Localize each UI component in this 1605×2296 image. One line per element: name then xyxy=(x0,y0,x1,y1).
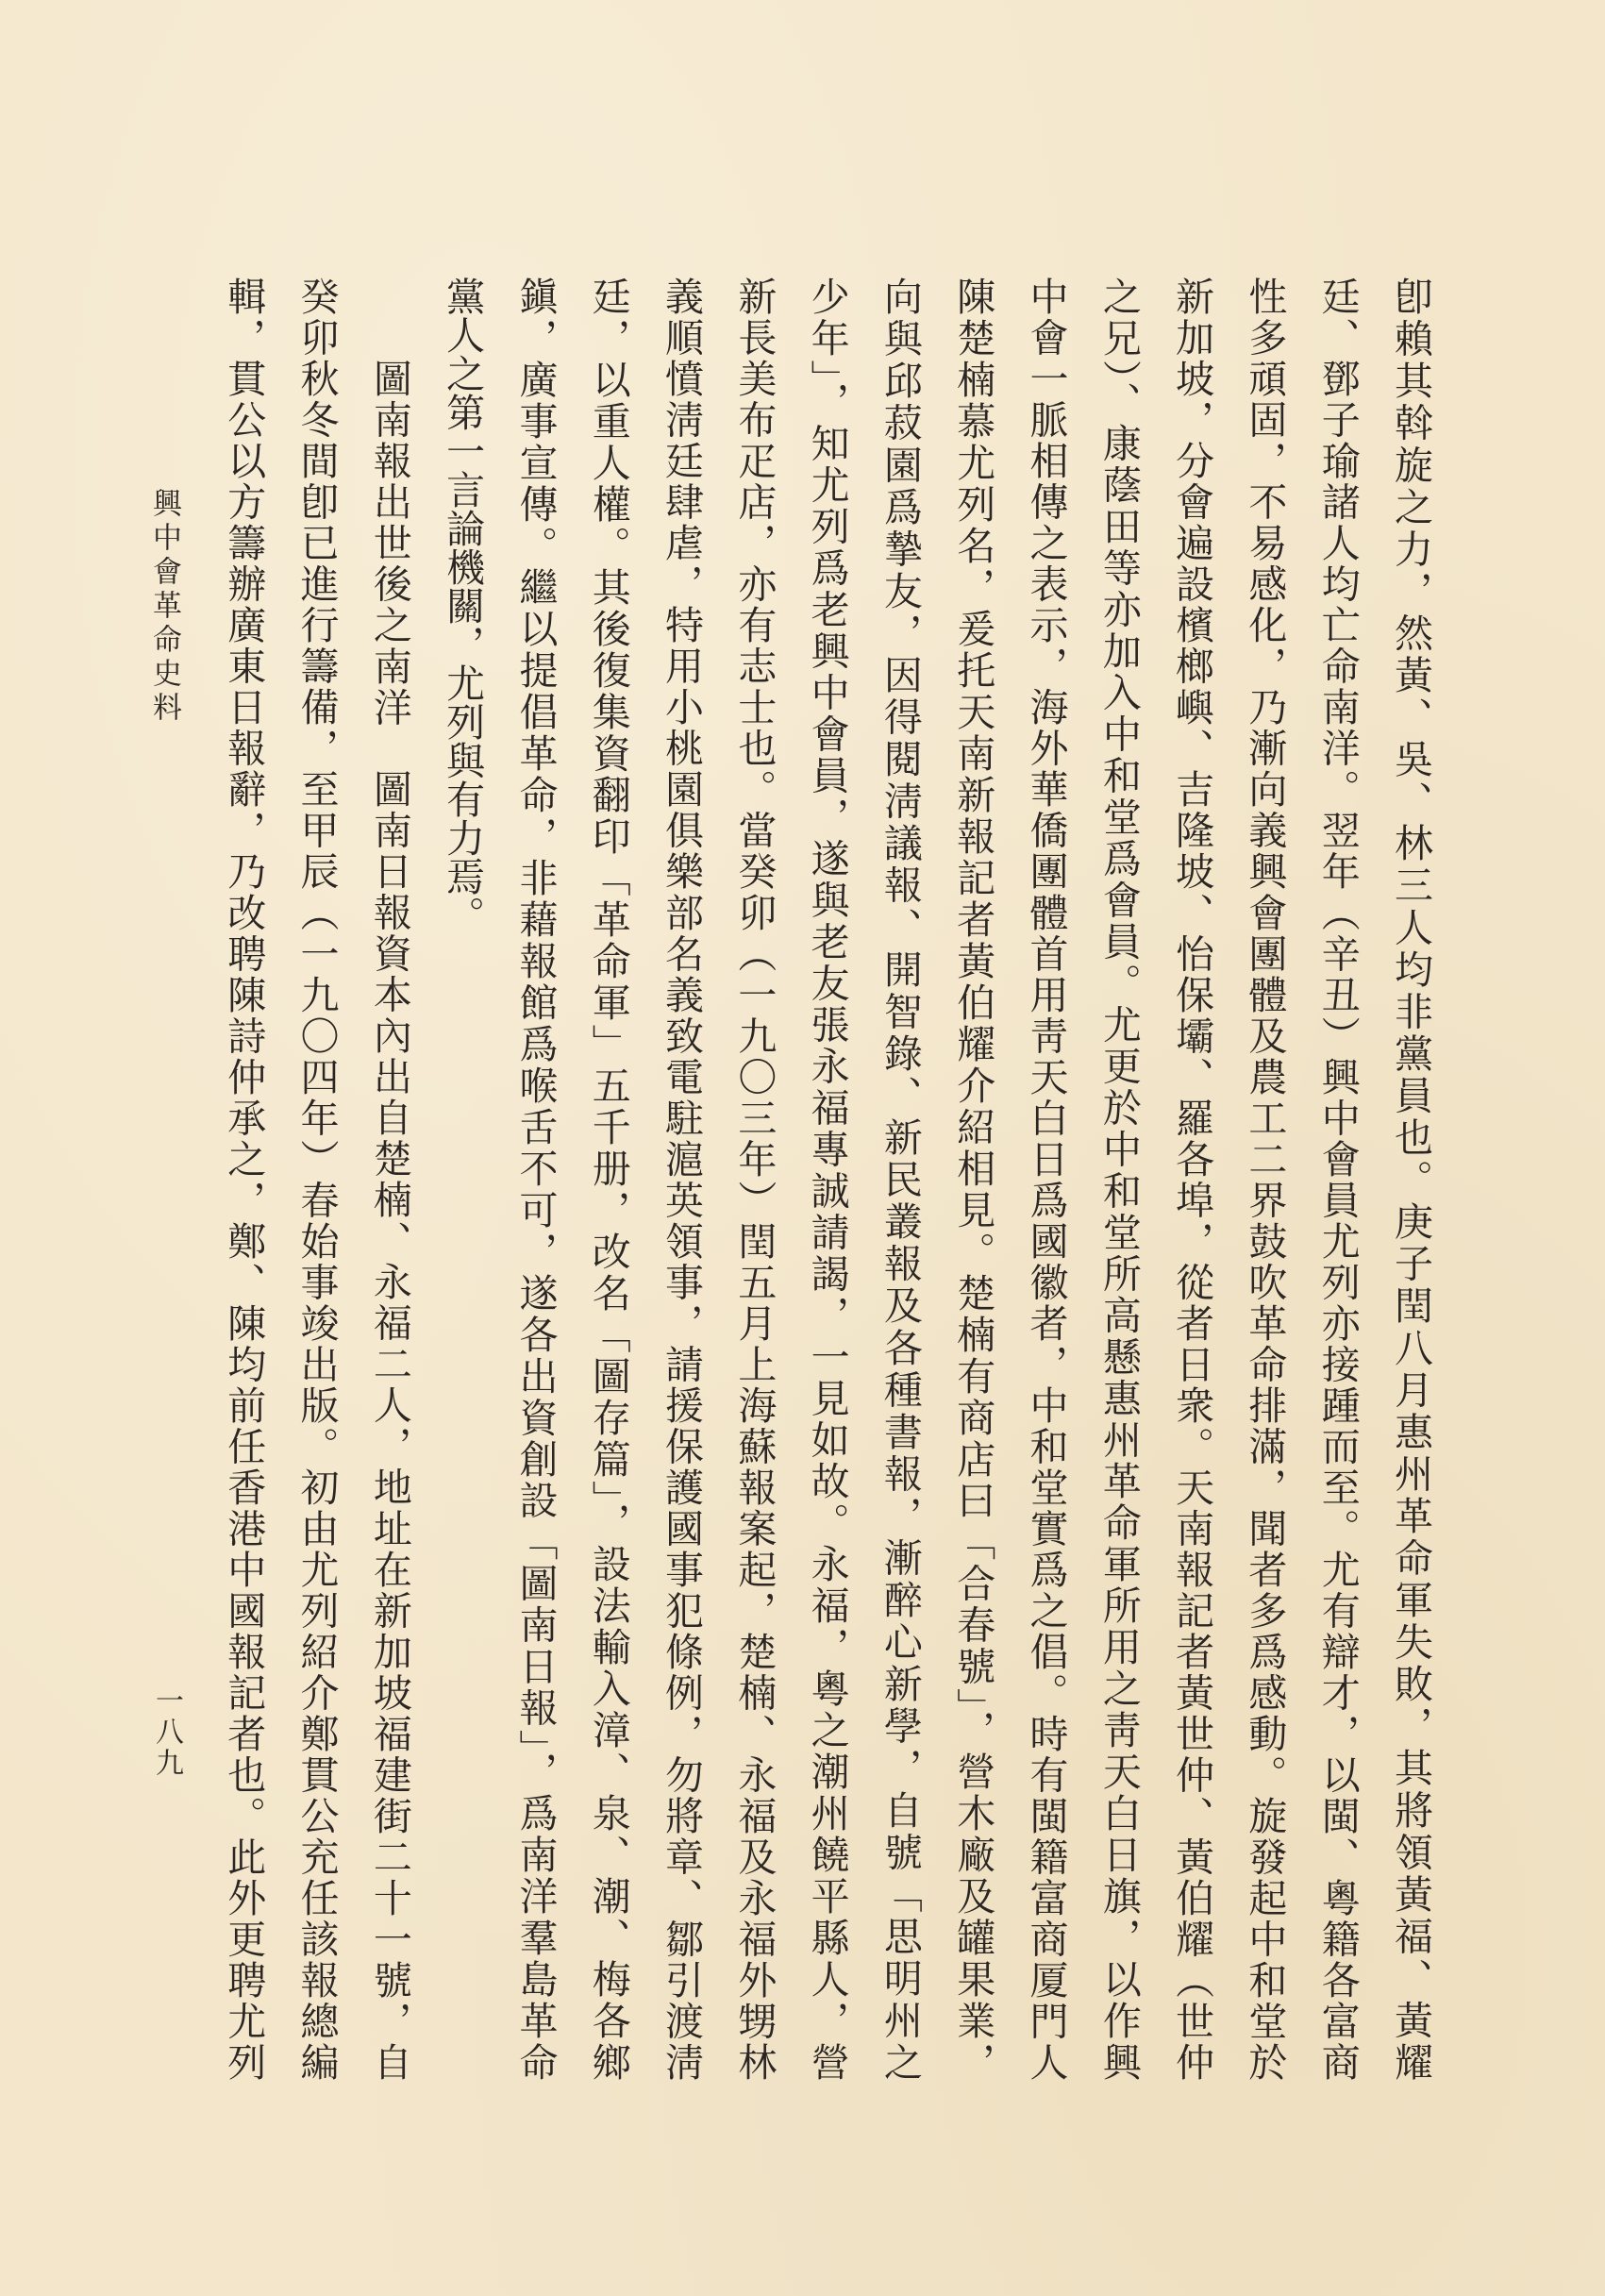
text-column: 鎭，廣事宣傳。繼以提倡革命，非藉報館爲喉舌不可，遂各出資創設「圖南日報」，爲南洋羣島革命 xyxy=(512,277,559,2081)
section-heading: 圖南報出世後之南洋 xyxy=(366,359,412,729)
text-column: 之兄）、康蔭田等亦加入中和堂爲會員。尤更於中和堂所高懸惠州革命軍所用之靑天白日旗，以作興 xyxy=(1095,277,1142,2081)
section-start-column xyxy=(353,277,426,2081)
text-column: 陳楚楠慕尤列名，爰托天南新報記者黃伯耀介紹相見。楚楠有商店曰「合春號」，營木廠及罐果業， xyxy=(950,277,996,2081)
text-column: 少年」，知尤列爲老興中會員，遂與老友張永福專誠請謁，一見如故。永福，粵之潮州饒平縣人，營 xyxy=(804,277,850,2081)
text-column: 輯，貫公以方籌辦廣東日報辭，乃改聘陳詩仲承之，鄭、陳均前任香港中國報記者也。此外更聘尤列 xyxy=(221,277,267,2081)
page-number: 一八九 xyxy=(150,1685,183,1779)
text-column: 向與邱菽園爲摯友，因得閱淸議報、開智錄、新民叢報及各種書報，漸醉心新學，自號「思明州之 xyxy=(877,277,923,2081)
running-title: 興中會革命史料 xyxy=(147,488,181,726)
paragraph-end-column: 黨人之第一言論機關，尤列與有力焉。 xyxy=(440,277,486,934)
text-column: 廷，以重人權。其後復集資翻印「革命軍」五千册，改名「圖存篇」，設法輸入漳、泉、潮、梅各鄉 xyxy=(585,277,631,2081)
text-column: 癸卯秋冬間卽已進行籌備，至甲辰（一九〇四年）春始事竣出版。初由尤列紹介鄭貫公充任該報總編 xyxy=(293,277,340,2081)
text-column: 廷、鄧子瑜諸人均亡命南洋。翌年（辛丑）興中會員尤列亦接踵而至。尤有辯才，以閩、粵籍各富商 xyxy=(1314,277,1361,2081)
text-column: 新長美布疋店，亦有志士也。當癸卯（一九〇三年）閏五月上海蘇報案起，楚楠、永福及永福外甥林 xyxy=(731,277,777,2081)
text-column: 性多頑固，不易感化，乃漸向義興會團體及農工二界鼓吹革命排滿，聞者多爲感動。旋發起中和堂於 xyxy=(1242,277,1288,2081)
text-column: 卽賴其斡旋之力，然黃、吳、林三人均非黨員也。庚子閏八月惠州革命軍失敗，其將領黃福、黃耀 xyxy=(1388,277,1433,2081)
text-column: 中會一脈相傳之表示，海外華僑團體首用靑天白日爲國徽者，中和堂實爲之倡。時有閩籍富商厦門人 xyxy=(1023,277,1069,2081)
text-column: 新加坡，分會遍設檳榔嶼、吉隆坡、怡保壩、羅各埠，從者日衆。天南報記者黃世仲、黃伯耀（世仲 xyxy=(1169,277,1215,2081)
section-text: 圖南日報資本內出自楚楠、永福二人，地址在新加坡福建街二十一號，自 xyxy=(366,768,412,2081)
text-column: 義順憤淸廷肆虐，特用小桃園俱樂部名義致電駐滬英領事，請援保護國事犯條例，勿將章、鄒引渡淸 xyxy=(659,277,705,2081)
vertical-text-body xyxy=(207,277,1446,2081)
